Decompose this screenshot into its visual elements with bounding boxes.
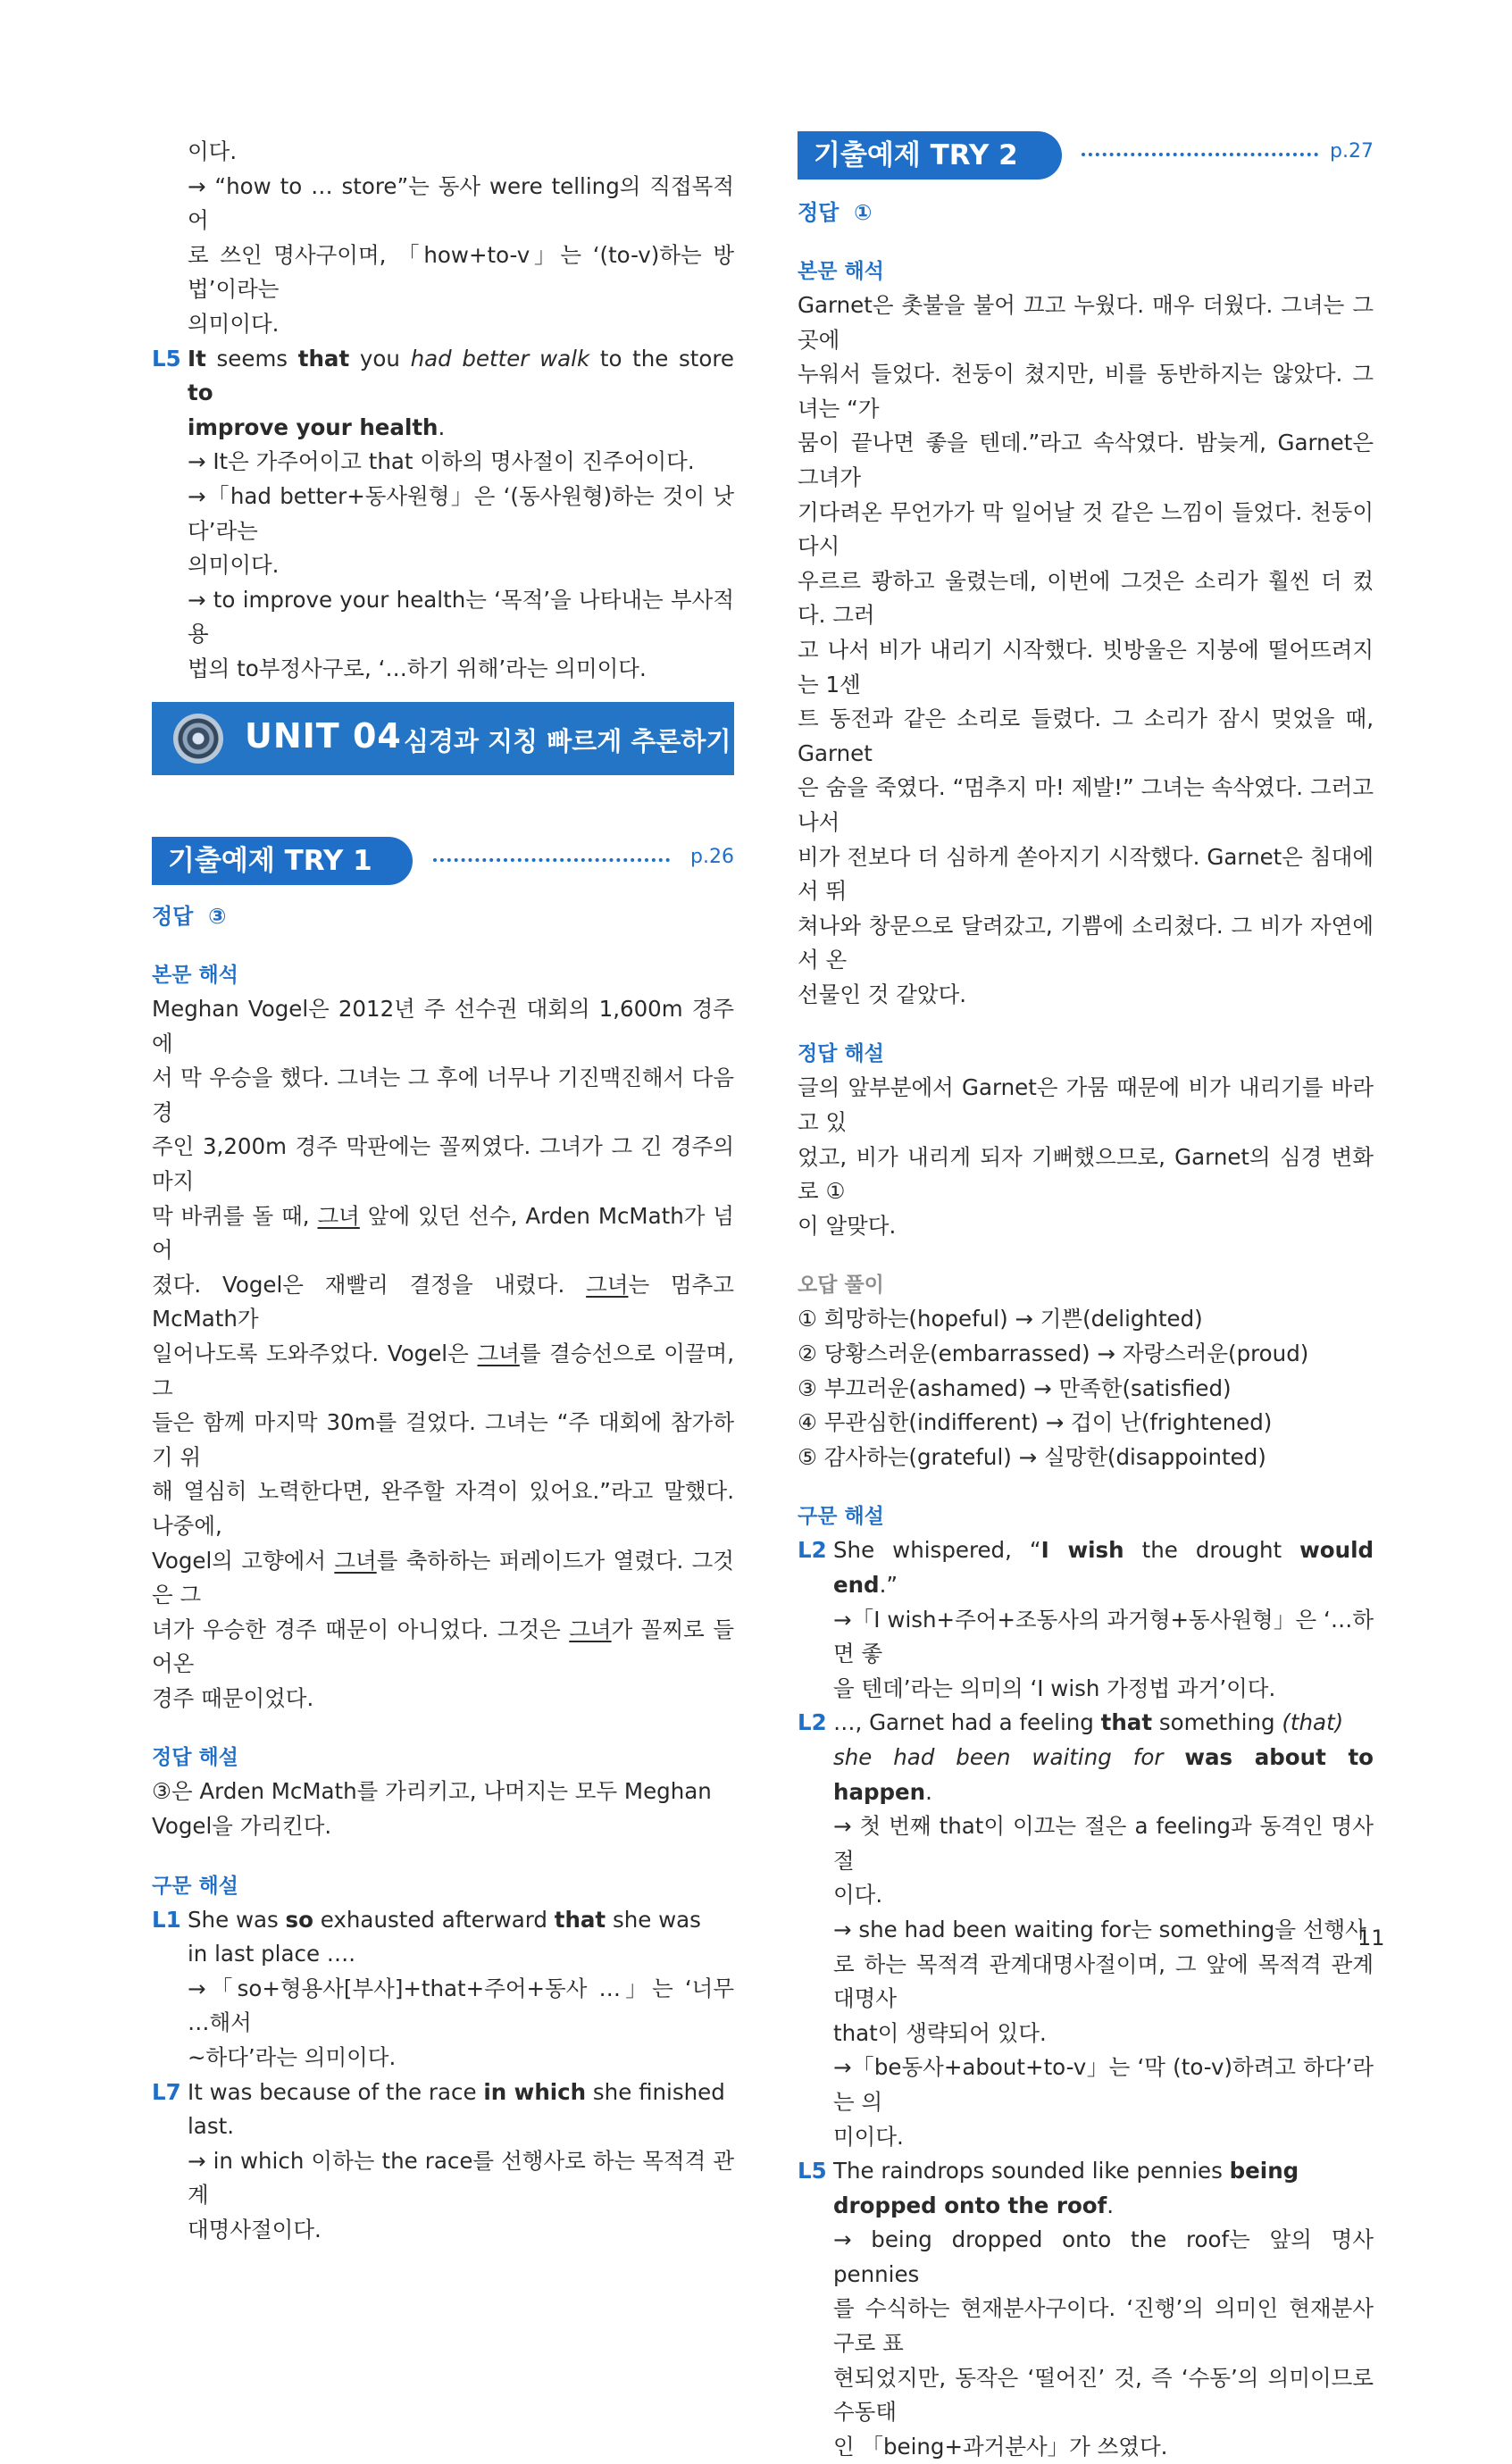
answer: 정답 ③ bbox=[152, 904, 227, 929]
text-line: →「had better+동사원형」은 ‘(동사원형)하는 것이 낫다’라는 bbox=[188, 482, 734, 544]
text-line: 고 나서 비가 내리기 시작했다. 빗방울은 지붕에 떨어뜨려지는 1센 bbox=[798, 636, 1374, 697]
wrong-option: ③ 부끄러운(ashamed) → 만족한(satisfied) bbox=[798, 1374, 1232, 1401]
syntax-item-l5 bbox=[798, 2154, 1374, 2464]
page-number: 11 bbox=[1357, 1925, 1385, 1950]
try2-header bbox=[798, 131, 1374, 180]
line-number: L7 bbox=[152, 2078, 181, 2105]
text-line: → It은 가주어이고 that 이하의 명사절이 진주어이다. bbox=[188, 448, 695, 475]
text-line: 글의 앞부분에서 Garnet은 가뭄 때문에 비가 내리기를 바라고 있 bbox=[798, 1074, 1374, 1136]
text-line: 현되었지만, 동작은 ‘떨어진’ 것, 즉 ‘수동’의 의미이므로 수동태 bbox=[833, 2364, 1374, 2426]
try2-section bbox=[798, 131, 1374, 2464]
translation-label: 본문 해석 bbox=[152, 964, 238, 987]
text-line: 의미이다. bbox=[188, 552, 280, 579]
text-line: → “how to … store”는 동사 were telling의 직접목적어 bbox=[188, 172, 734, 234]
dotted-leader bbox=[433, 858, 670, 862]
text-line: 를 수식하는 현재분사구이다. ‘진행’의 의미인 현재분사구로 표 bbox=[833, 2295, 1374, 2357]
text-line: 선물인 것 같았다. bbox=[798, 981, 967, 1007]
text-line: 우르르 쾅하고 울렸는데, 이번에 그것은 소리가 훨씬 더 컸다. 그러 bbox=[798, 567, 1374, 629]
text-line: ③은 Arden McMath를 가리키고, 나머지는 모두 Meghan bbox=[152, 1778, 712, 1805]
text-line: 누워서 들었다. 천둥이 쳤지만, 비를 동반하지는 않았다. 그녀는 “가 bbox=[798, 361, 1374, 422]
text-line: → in which 이하는 the race를 선행사로 하는 목적격 관계 bbox=[188, 2147, 734, 2209]
text-line: she had been waiting for was about to happen. bbox=[833, 1743, 1374, 1805]
text-line: Garnet은 촛불을 불어 끄고 누웠다. 매우 더웠다. 그녀는 그곳에 bbox=[798, 292, 1374, 353]
text-line: ~하다’라는 의미이다. bbox=[188, 2044, 397, 2071]
text-line: It was because of the race in which she finished bbox=[188, 2078, 725, 2105]
text-line: 이 알맞다. bbox=[798, 1212, 897, 1239]
syntax-item-l2-feeling bbox=[798, 1706, 1374, 2154]
continued-note bbox=[152, 135, 734, 687]
wrong-answer-label: 오답 풀이 bbox=[798, 1274, 884, 1298]
text-line: →「I wish+주어+조동사의 과거형+동사원형」은 ‘…하면 좋 bbox=[833, 1606, 1374, 1667]
wrong-option: ⑤ 감사하는(grateful) → 실망한(disappointed) bbox=[798, 1443, 1266, 1470]
text-line: It seems that you had better walk to the store to bbox=[188, 345, 735, 406]
text-line: → 첫 번째 that이 이끄는 절은 a feeling과 동격인 명사절 bbox=[833, 1813, 1374, 1874]
syntax-item-l2-wish bbox=[798, 1533, 1374, 1706]
text-line: in last place …. bbox=[188, 1941, 356, 1967]
wrong-option: ④ 무관심한(indifferent) → 겁이 난(frightened) bbox=[798, 1409, 1273, 1436]
text-line: → being dropped onto the roof는 앞의 명사 pennies bbox=[833, 2226, 1374, 2287]
try1-page-ref: p.26 bbox=[690, 846, 734, 868]
line-number: L5 bbox=[798, 2158, 827, 2184]
text-line: She whispered, “I wish the drought would end.” bbox=[833, 1537, 1374, 1598]
try2-title: 기출예제 TRY 2 bbox=[798, 131, 1062, 180]
translation-label: 본문 해석 bbox=[798, 260, 884, 283]
text-line: 의미이다. bbox=[188, 310, 280, 337]
text-line: 녀가 우승한 경주 때문이 아니었다. 그것은 그녀가 꼴찌로 들어온 bbox=[152, 1616, 734, 1677]
wrong-option: ② 당황스러운(embarrassed) → 자랑스러운(proud) bbox=[798, 1341, 1309, 1367]
try1-title: 기출예제 TRY 1 bbox=[152, 837, 413, 885]
line-number: L2 bbox=[798, 1537, 827, 1564]
text-line: →「so+형용사[부사]+that+주어+동사 …」는 ‘너무 …해서 bbox=[188, 1975, 734, 2036]
text-line: 은 숨을 죽였다. “멈추지 마! 제발!” 그녀는 속삭였다. 그러고 나서 bbox=[798, 774, 1374, 835]
text-line: 일어나도록 도와주었다. Vogel은 그녀를 결승선으로 이끌며, 그 bbox=[152, 1340, 734, 1401]
text-line: …, Garnet had a feeling that something (that) bbox=[833, 1709, 1344, 1736]
text-line: 비가 전보다 더 심하게 쏟아지기 시작했다. Garnet은 침대에서 뛰 bbox=[798, 843, 1374, 905]
line-number: L2 bbox=[798, 1709, 827, 1736]
text-line: 경주 때문이었다. bbox=[152, 1684, 314, 1711]
text-line: 이다. bbox=[833, 1882, 883, 1909]
text-line: that이 생략되어 있다. bbox=[833, 2019, 1047, 2046]
text-line: Vogel의 고향에서 그녀를 축하하는 퍼레이드가 열렸다. 그것은 그 bbox=[152, 1547, 734, 1608]
text-line: improve your health. bbox=[188, 413, 446, 440]
try1-section bbox=[152, 837, 734, 2248]
text-line: last. bbox=[188, 2113, 234, 2140]
try2-page-ref: p.27 bbox=[1330, 140, 1374, 163]
wrong-option: ① 희망하는(hopeful) → 기쁜(delighted) bbox=[798, 1306, 1203, 1332]
try1-header bbox=[152, 837, 734, 885]
text-line: →「be동사+about+to-v」는 ‘막 (to-v)하려고 하다’라는 의 bbox=[833, 2054, 1374, 2115]
text-line: 트 동전과 같은 소리로 들렸다. 그 소리가 잠시 멎었을 때, Garnet bbox=[798, 706, 1374, 766]
unit-title: 심경과 지칭 빠르게 추론하기 bbox=[404, 726, 731, 756]
text-line: 서 막 우승을 했다. 그녀는 그 후에 너무나 기진맥진해서 다음 경 bbox=[152, 1065, 734, 1125]
text-line: → to improve your health는 ‘목적’을 나타내는 부사적 용 bbox=[188, 586, 734, 647]
text-line: 이다. bbox=[188, 138, 238, 164]
explain-label: 정답 해설 bbox=[152, 1746, 238, 1770]
disc-icon bbox=[173, 714, 223, 764]
explain-label: 정답 해설 bbox=[798, 1042, 884, 1066]
text-line: 로 하는 목적격 관계대명사절이며, 그 앞에 목적격 관계대명사 bbox=[833, 1950, 1374, 2012]
text-line: 쳐나와 창문으로 달려갔고, 기쁨에 소리쳤다. 그 비가 자연에서 온 bbox=[798, 912, 1374, 973]
syntax-label: 구문 해설 bbox=[152, 1874, 238, 1898]
syntax-label: 구문 해설 bbox=[798, 1505, 884, 1529]
text-line: → she had been waiting for는 something을 선행사 bbox=[833, 1916, 1366, 1942]
text-line: 뭄이 끝나면 좋을 텐데.”라고 속삭였다. 밤늦게, Garnet은 그녀가 bbox=[798, 430, 1374, 490]
text-line: 해 열심히 노력한다면, 완주할 자격이 있어요.”라고 말했다. 나중에, bbox=[152, 1478, 734, 1539]
text-line: The raindrops sounded like pennies being bbox=[833, 2158, 1299, 2184]
answer: 정답 ① bbox=[798, 200, 873, 225]
text-line: Vogel을 가리킨다. bbox=[152, 1813, 332, 1840]
text-line: Meghan Vogel은 2012년 주 선수권 대회의 1,600m 경주에 bbox=[152, 996, 734, 1057]
text-line: 막 바퀴를 돌 때, 그녀 앞에 있던 선수, Arden McMath가 넘어 bbox=[152, 1202, 734, 1264]
translation-text bbox=[798, 288, 1374, 1012]
text-line: 인 「being+과거분사」가 쓰였다. bbox=[833, 2433, 1168, 2460]
dotted-leader bbox=[1082, 153, 1318, 156]
text-line: 들은 함께 마지막 30m를 걸었다. 그녀는 “주 대회에 참가하기 위 bbox=[152, 1409, 734, 1470]
text-line: 었고, 비가 내리게 되자 기뻐했으므로, Garnet의 심경 변화로 ① bbox=[798, 1143, 1374, 1205]
text-line: 을 텐데’라는 의미의 ‘I wish 가정법 과거’이다. bbox=[833, 1675, 1276, 1701]
text-line: She was so exhausted afterward that she was bbox=[188, 1906, 701, 1933]
line-number: L1 bbox=[152, 1906, 181, 1933]
syntax-item-l1 bbox=[152, 1903, 734, 2076]
unit-banner bbox=[152, 702, 734, 775]
text-line: dropped onto the roof. bbox=[833, 2192, 1115, 2218]
text-line: 미이다. bbox=[833, 2123, 904, 2150]
text-line: 로 쓰인 명사구이며, 「how+to-v」는 ‘(to-v)하는 방법’이라는 bbox=[188, 241, 734, 303]
line-number: L5 bbox=[152, 345, 181, 372]
text-line: 대명사절이다. bbox=[188, 2217, 322, 2243]
text-line: 법의 to부정사구로, ‘…하기 위해’라는 의미이다. bbox=[188, 655, 647, 681]
translation-text bbox=[152, 992, 734, 1716]
text-line: 졌다. Vogel은 재빨리 결정을 내렸다. 그녀는 멈추고 McMath가 bbox=[152, 1271, 734, 1332]
syntax-item-l7 bbox=[152, 2076, 734, 2248]
unit-code: UNIT 04 bbox=[245, 716, 402, 756]
text-line: 기다려온 무언가가 막 일어날 것 같은 느낌이 들었다. 천둥이 다시 bbox=[798, 498, 1374, 560]
text-line: 주인 3,200m 경주 막판에는 꼴찌였다. 그녀가 그 긴 경주의 마지 bbox=[152, 1133, 734, 1194]
syntax-item-l5 bbox=[152, 342, 734, 687]
